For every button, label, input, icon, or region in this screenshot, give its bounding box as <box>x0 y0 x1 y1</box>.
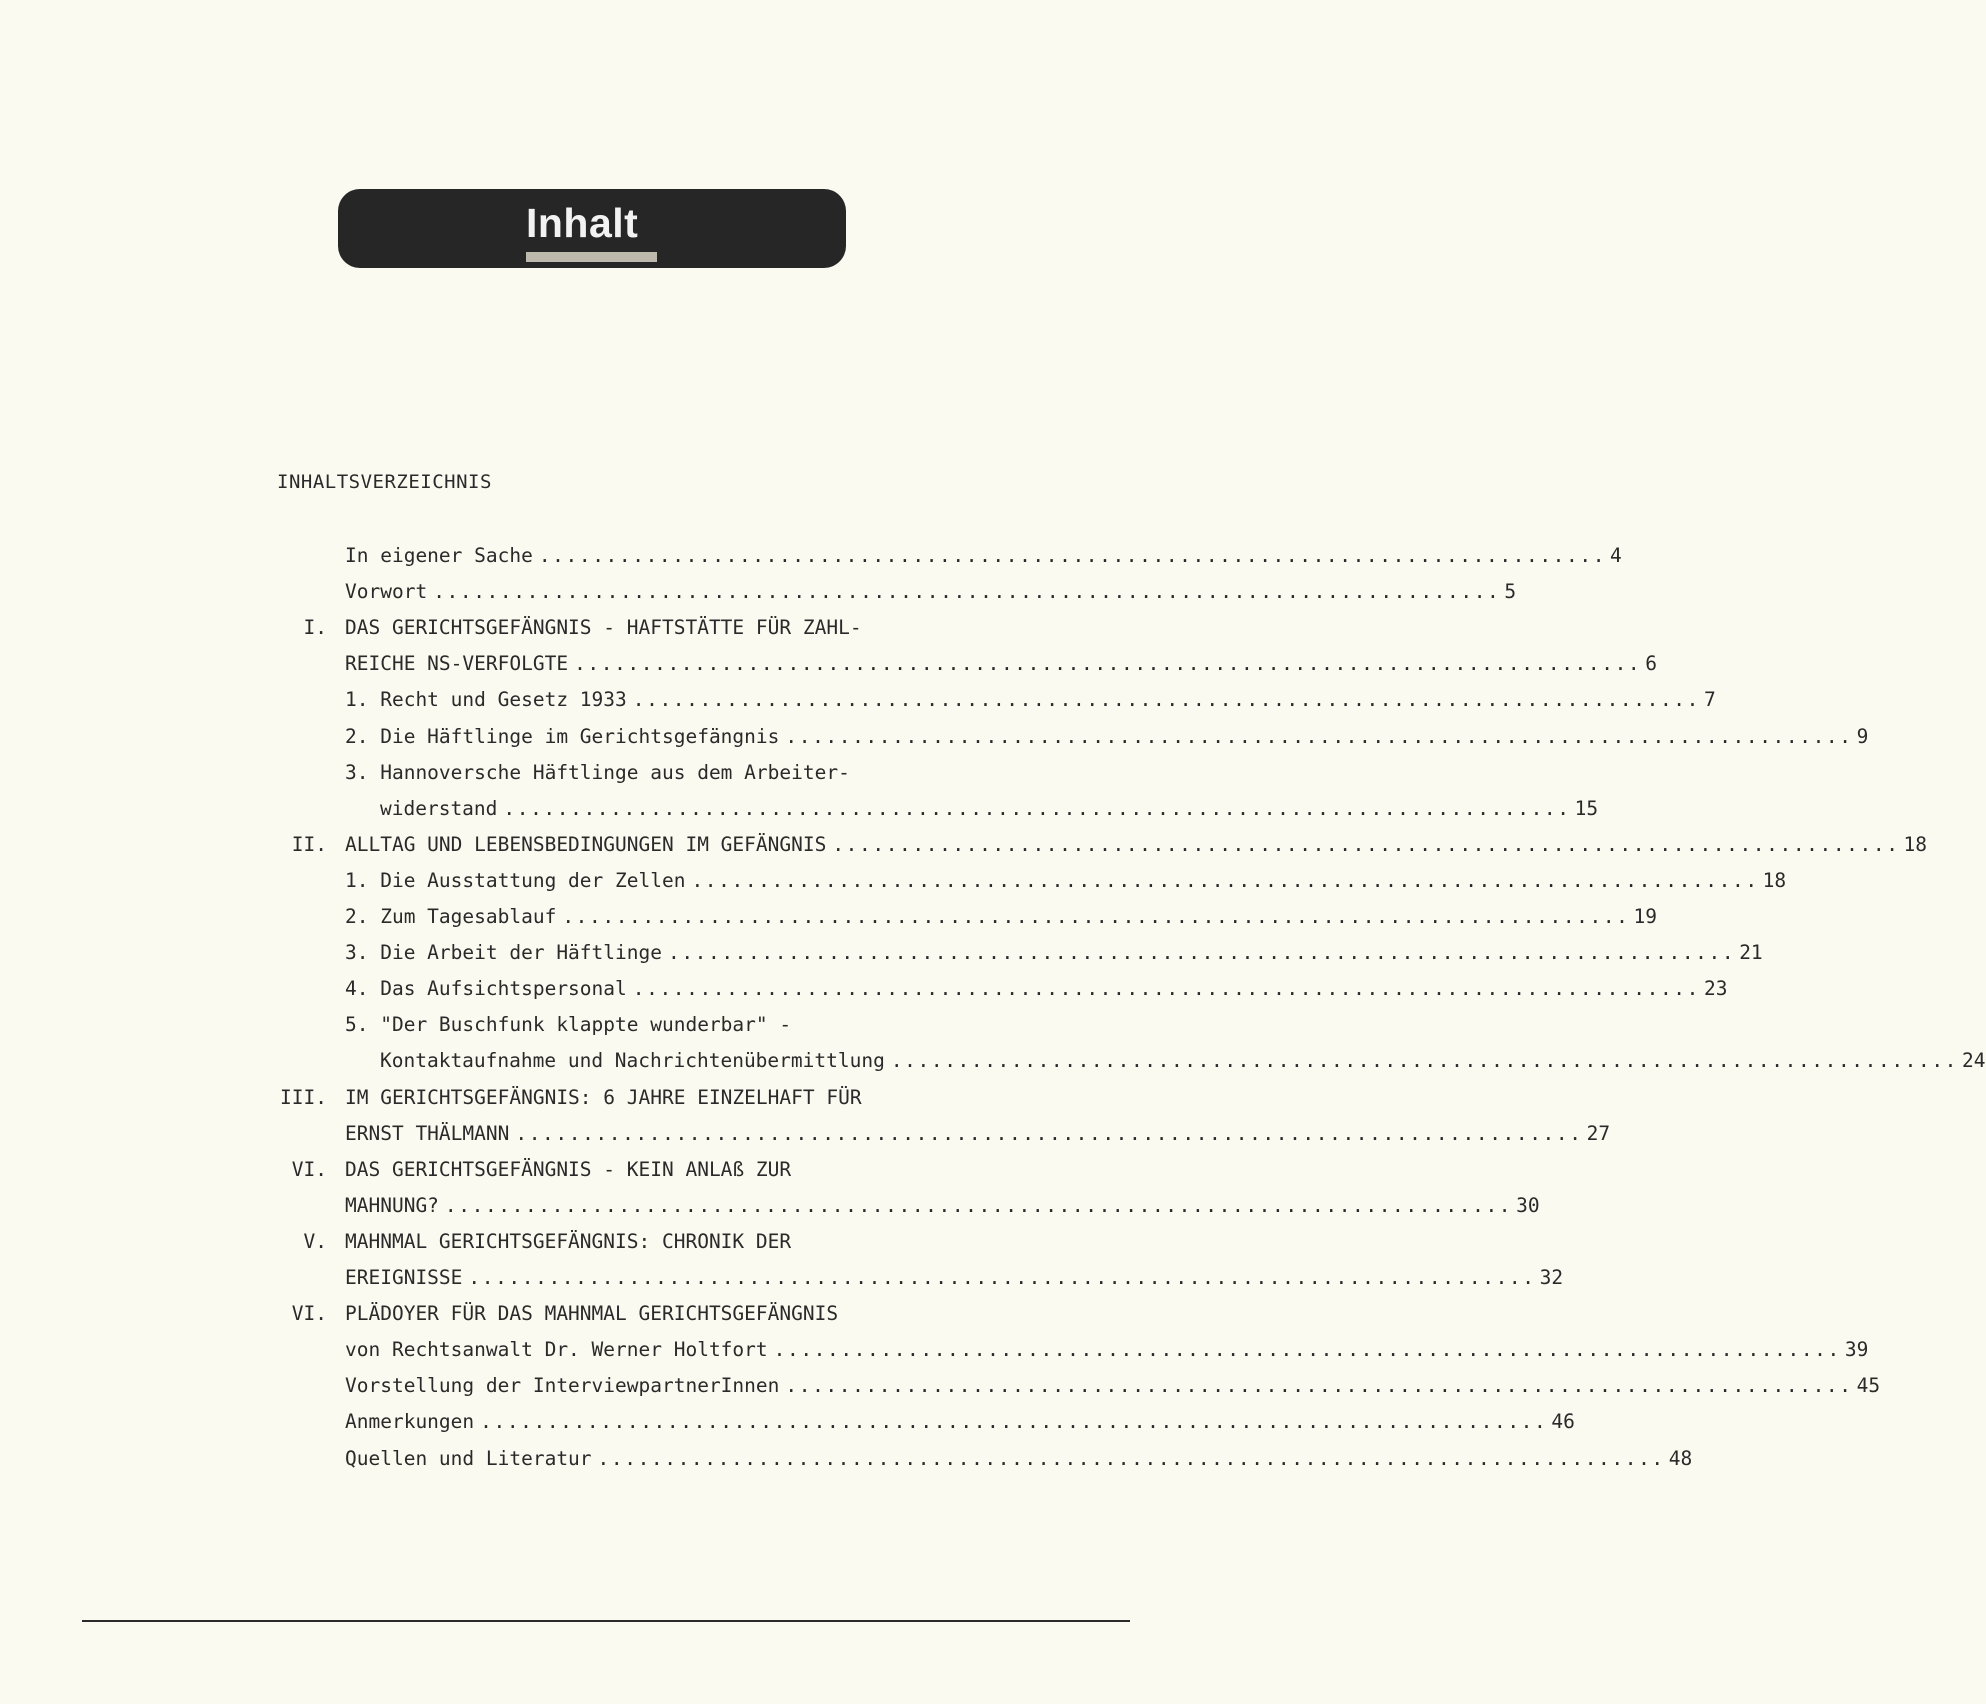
toc-entry-title: 2. Die Häftlinge im Gerichtsgefängnis <box>345 724 780 748</box>
toc-section-number: V. <box>303 1229 327 1253</box>
toc-page-number: 39 <box>1844 1338 1869 1362</box>
toc-entry <box>345 974 1728 1004</box>
toc-dot-leader: ................................................................................ <box>667 941 1736 965</box>
toc-dot-leader: ................................................................................ <box>574 652 1642 676</box>
toc-page-number: 32 <box>1539 1266 1564 1289</box>
toc-entry-title: 5. "Der Buschfunk klappte wunderbar" - <box>345 1013 792 1037</box>
toc-entry-title: Quellen und Literatur <box>345 1446 592 1470</box>
toc-page-number: 18 <box>1903 832 1928 856</box>
toc-page-number: 21 <box>1739 941 1763 965</box>
toc-dot-leader: ................................................................................ <box>562 905 1630 928</box>
toc-entry <box>345 1083 935 1113</box>
toc-section-number: VI. <box>291 1157 327 1181</box>
toc-entry <box>380 1046 1986 1076</box>
toc-entry <box>345 1263 1564 1293</box>
toc-entry-title: DAS GERICHTSGEFÄNGNIS - KEIN ANLAß ZUR <box>345 1157 792 1181</box>
toc-entry <box>345 1155 935 1185</box>
toc-entry <box>345 866 1787 896</box>
toc-dot-leader: ................................................................................ <box>480 1410 1548 1434</box>
toc-section-number: III. <box>280 1085 327 1109</box>
toc-entry-title: Vorstellung der InterviewpartnerInnen <box>345 1374 780 1398</box>
toc-entry <box>345 577 1517 607</box>
toc-page-number: 6 <box>1645 652 1658 676</box>
toc-page-number: 4 <box>1610 544 1622 567</box>
toc-page-number: 30 <box>1516 1193 1540 1217</box>
toc-entry-title: 1. Recht und Gesetz 1933 <box>345 688 627 712</box>
toc-entry <box>345 938 1763 968</box>
toc-entry <box>345 1227 935 1257</box>
toc-entry-title: Anmerkungen <box>345 1410 475 1434</box>
toc-entry-title: EREIGNISSE <box>345 1266 463 1289</box>
toc-section-number: II. <box>291 832 327 856</box>
toc-entry-title: IM GERICHTSGEFÄNGNIS: 6 JAHRE EINZELHAFT FÜR <box>345 1085 862 1109</box>
toc-dot-leader: ................................................................................ <box>773 1338 1841 1362</box>
toc-entry <box>345 1407 1575 1437</box>
toc-dot-leader: ................................................................................ <box>515 1121 1583 1145</box>
toc-dot-leader: ................................................................................ <box>785 724 1853 748</box>
toc-entry-title: PLÄDOYER FÜR DAS MAHNMAL GERICHTSGEFÄNGNIS <box>345 1302 839 1326</box>
toc-entry <box>345 830 1928 860</box>
toc-page-number: 27 <box>1586 1121 1611 1145</box>
toc-entry <box>380 794 1599 824</box>
toc-dot-leader: ................................................................................ <box>433 580 1501 604</box>
toc-entry <box>345 1335 1869 1365</box>
toc-entry <box>345 613 935 643</box>
page-title: Inhalt <box>526 200 639 246</box>
toc-entry-title: Kontaktaufnahme und Nachrichtenübermittlung <box>380 1049 885 1073</box>
toc-entry <box>345 1191 1540 1221</box>
toc-entry-title: ERNST THÄLMANN <box>345 1121 510 1145</box>
toc-dot-leader: ................................................................................ <box>468 1266 1536 1289</box>
toc-section-number: VI. <box>291 1302 327 1326</box>
toc-entry <box>345 649 1658 679</box>
toc-entry <box>345 1010 935 1040</box>
footer-rule <box>82 1620 1130 1622</box>
toc-page-number: 9 <box>1856 724 1869 748</box>
toc-page-number: 19 <box>1633 905 1658 928</box>
toc-entry-title: REICHE NS-VERFOLGTE <box>345 652 569 676</box>
toc-entry <box>345 902 1658 932</box>
toc-page-number: 5 <box>1504 580 1517 604</box>
toc-entry-title: MAHNMAL GERICHTSGEFÄNGNIS: CHRONIK DER <box>345 1229 792 1253</box>
toc-dot-leader: ................................................................................ <box>444 1193 1513 1217</box>
toc-dot-leader: ................................................................................ <box>890 1049 1959 1073</box>
toc-heading: INHALTSVERZEICHNIS <box>277 471 492 493</box>
toc-entry-title: 3. Die Arbeit der Häftlinge <box>345 941 662 965</box>
toc-page-number: 24 <box>1962 1049 1986 1073</box>
toc-entry-title: Vorwort <box>345 580 428 604</box>
toc-dot-leader: ................................................................................ <box>597 1446 1665 1470</box>
toc-entry-title: DAS GERICHTSGEFÄNGNIS - HAFTSTÄTTE FÜR ZAHL- <box>345 616 862 640</box>
toc-dot-leader: ................................................................................ <box>632 688 1700 712</box>
toc-dot-leader: ................................................................................ <box>785 1374 1853 1398</box>
toc-entry-title: ALLTAG UND LEBENSBEDINGUNGEN IM GEFÄNGNIS <box>345 832 827 856</box>
toc-page-number: 15 <box>1574 796 1599 820</box>
toc-page-number: 18 <box>1762 868 1787 892</box>
toc-page-number: 46 <box>1551 1410 1575 1434</box>
toc-entry <box>345 722 1869 752</box>
toc-section-number: I. <box>303 616 327 640</box>
toc-dot-leader: ................................................................................ <box>632 977 1700 1001</box>
toc-dot-leader: ................................................................................ <box>503 796 1571 820</box>
toc-entry-title: 2. Zum Tagesablauf <box>345 905 557 928</box>
toc-entry <box>345 541 1622 571</box>
toc-dot-leader: ................................................................................ <box>538 544 1607 567</box>
toc-entry-title: von Rechtsanwalt Dr. Werner Holtfort <box>345 1338 768 1362</box>
toc-entry <box>345 1444 1693 1474</box>
toc-entry-title: In eigener Sache <box>345 544 533 567</box>
toc-entry-title: 1. Die Ausstattung der Zellen <box>345 868 686 892</box>
toc-page-number: 45 <box>1856 1374 1881 1398</box>
toc-entry <box>345 1119 1611 1149</box>
toc-entry-title: MAHNUNG? <box>345 1193 439 1217</box>
toc-page-number: 7 <box>1703 688 1716 712</box>
toc-entry <box>345 1299 935 1329</box>
toc-page-number: 23 <box>1703 977 1728 1001</box>
toc-dot-leader: ................................................................................ <box>691 868 1759 892</box>
toc-page-number: 48 <box>1668 1446 1693 1470</box>
toc-dot-leader: ................................................................................ <box>832 832 1900 856</box>
toc-entry-title: 4. Das Aufsichtspersonal <box>345 977 627 1001</box>
toc-entry <box>345 1371 1881 1401</box>
toc-entry <box>345 685 1716 715</box>
toc-entry <box>345 758 935 788</box>
toc-entry-title: 3. Hannoversche Häftlinge aus dem Arbeiter- <box>345 760 850 784</box>
toc-entry-title: widerstand <box>380 796 498 820</box>
